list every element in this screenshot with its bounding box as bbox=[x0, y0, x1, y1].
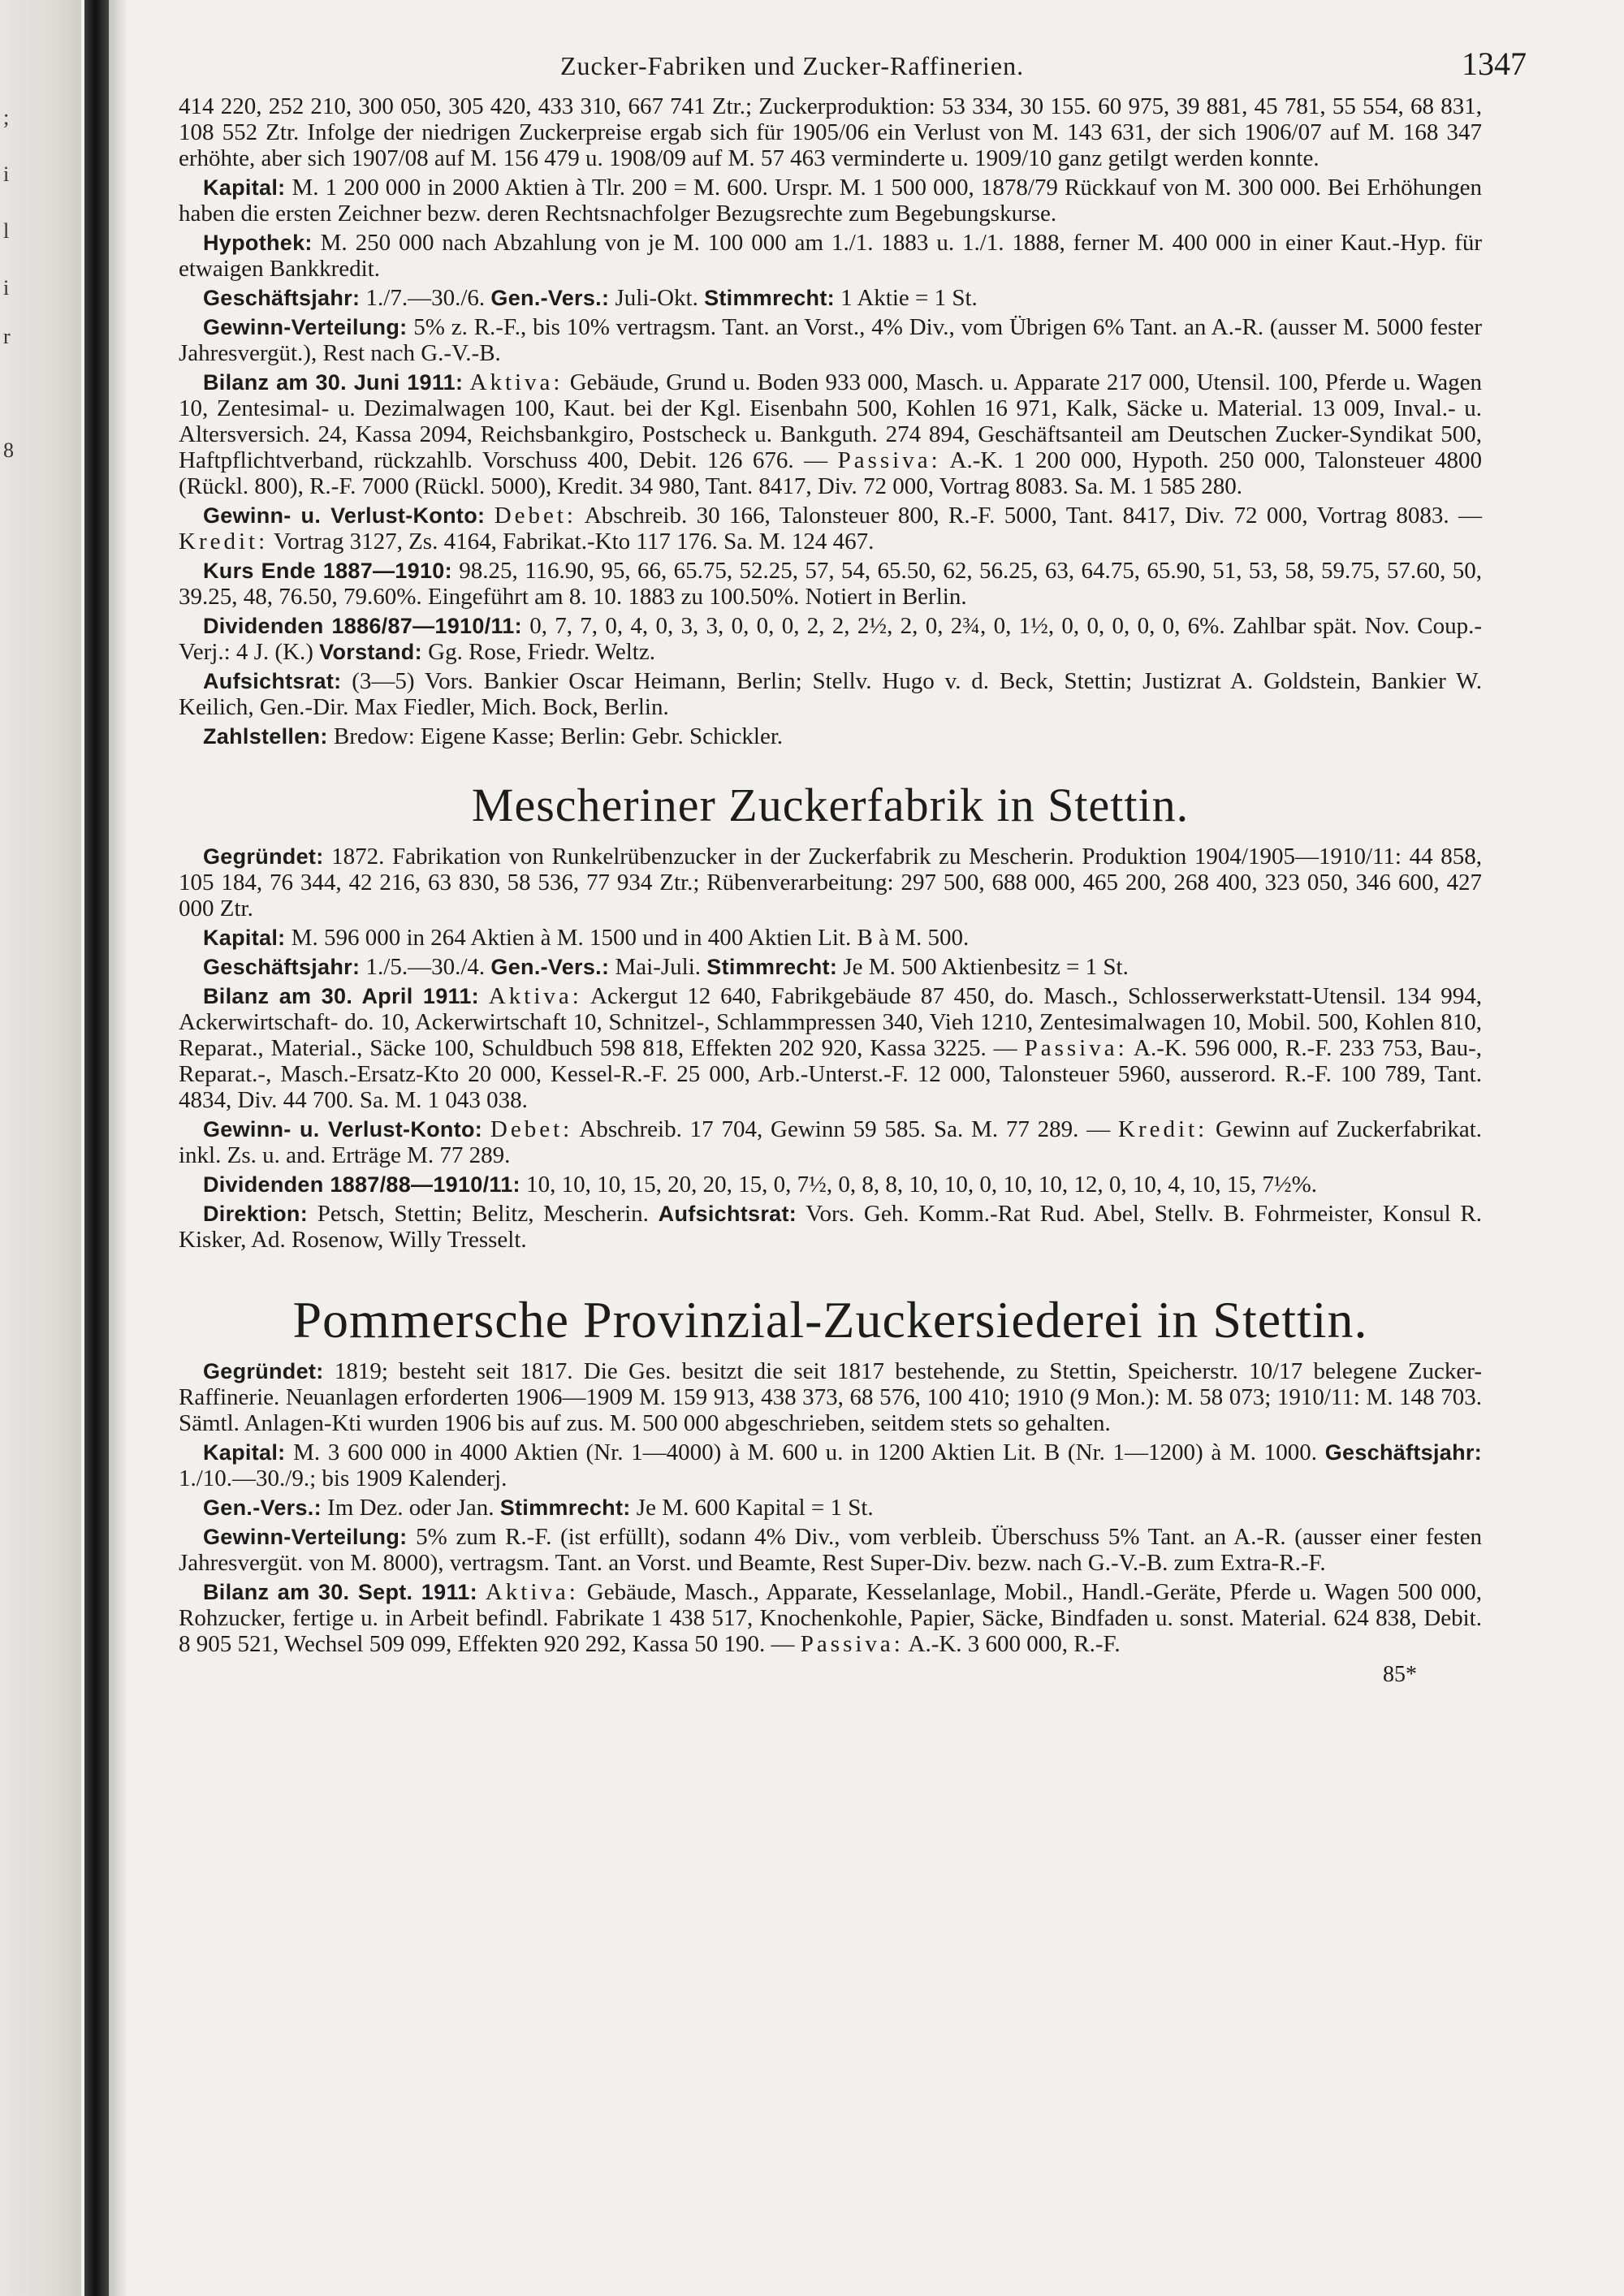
section-heading-mescheriner: Mescheriner Zuckerfabrik in Stettin. bbox=[471, 779, 1190, 831]
dividenden-paragraph: Dividenden 1887/88—1910/11: 10, 10, 10, 15, 20, 20, 15, 0, 7½, 0, 8, 8, 10, 10, 0, 10, 10, 12, 0, 10, 4, 10, 15, 7½%. bbox=[203, 1172, 1317, 1198]
running-head bbox=[179, 45, 1527, 93]
bilanz-paragraph: Bilanz am 30. April 1911: Aktiva: Ackergut 12 640, Fabrikgebäude 87 450, do. Masch., Schlosserwerkstatt-Utensil. 134 994, Ackerwirtschaft- do. 10, Ackerwirtschaft 10, Schnitzel-, Schlammpressen 340, Vieh 1210, Zentesimalwagen 10, Mobil. 500, Kohlen 810, Reparat., Material., Säcke 100, Schuldbuch 598 818, Effekten 202 920, Kassa 3225. — Passiva: A.-K. 596 000, R.-F. 233 753, Bau-, Reparat.-, Masch.-Ersatz-Kto 20 000, Kessel-R.-F. 25 000, Arb.-Unterst.-F. 12 000, Talonsteuer 5960, ausserord. R.-F. 100 789, Tant. 4834, Div. 44 700. Sa. M. 1 043 038. bbox=[179, 983, 1483, 1113]
production-paragraph: 414 220, 252 210, 300 050, 305 420, 433 310, 667 741 Ztr.; Zuckerproduktion: 53 334, 30 155. 60 975, 39 881, 45 781, 55 554, 68 831, 108 552 Ztr. Infolge der niedrigen Zuckerpreise ergab sich für 1905/06 ein Verlust von M. 143 631, der sich 1906/07 auf M. 168 347 erhöhte, aber sich 1907/08 auf M. 156 479 u. 1908/09 auf M. 57 463 verminderte u. 1909/10 ganz getilgt werden konnte. bbox=[179, 93, 1482, 171]
margin-mark: r bbox=[3, 325, 11, 348]
margin-mark: i bbox=[3, 276, 10, 300]
spine-shadow bbox=[109, 0, 128, 2296]
kapital-paragraph: Kapital: M. 1 200 000 in 2000 Aktien à Tlr. 200 = M. 600. Urspr. M. 1 500 000, 1878/79 Rückkauf von M. 300 000. Bei Erhöhungen haben die ersten Zeichner bezw. deren Rechtsnachfolger Bezugsrechte zum Begebungskurse. bbox=[179, 175, 1482, 227]
margin-mark: 8 bbox=[3, 438, 14, 462]
bilanz-paragraph: Bilanz am 30. Juni 1911: Aktiva: Gebäude, Grund u. Boden 933 000, Masch. u. Apparate 217 000, Utensil. 100, Pferde u. Wagen 10, Zentesimal- u. Dezimalwagen 100, Kaut. bei der Kgl. Eisenbahn 500, Kohlen 16 971, Kalk, Säcke u. Material. 13 009, Inval.- u. Altersversich. 24, Kassa 2094, Reichsbankgiro, Postscheck u. Bankguth. 274 894, Geschäftsanteil am Deutschen Zucker-Syndikat 500, Haftpflichtverband, rückzahlb. Vorschuss 400, Debit. 126 676. — Passiva: A.-K. 1 200 000, Hypoth. 250 000, Talonsteuer 4800 (Rückl. 800), R.-F. 7000 (Rückl. 5000), Kredit. 34 980, Tant. 8417, Div. 72 000, Vortrag 8083. Sa. M. 1 585 280. bbox=[179, 369, 1483, 499]
gegruendet-paragraph: Gegründet: 1872. Fabrikation von Runkelrübenzucker in der Zuckerfabrik zu Mescherin. Produktion 1904/1905—1910/11: 44 858, 105 184, 76 344, 42 216, 63 830, 58 536, 77 934 Ztr.; Rübenverarbeitung: 297 500, 688 000, 465 200, 268 400, 323 050, 346 600, 427 000 Ztr. bbox=[179, 844, 1483, 921]
hypothek-paragraph: Hypothek: M. 250 000 nach Abzahlung von je M. 100 000 am 1./1. 1883 u. 1./1. 1888, ferner M. 400 000 in einer Kaut.-Hyp. für etwaigen Bankkredit. bbox=[179, 230, 1483, 282]
dividenden-paragraph: Dividenden 1886/87—1910/11: 0, 7, 7, 0, 4, 0, 3, 3, 0, 0, 0, 2, 2, 2½, 2, 0, 2¾, 0, 1½, 0, 0, 0, 0, 0, 6%. Zahlbar spät. Nov. Coup.-Verj.: 4 J. (K.) Vorstand: Gg. Rose, Friedr. Weltz. bbox=[179, 613, 1482, 665]
kurs-paragraph: Kurs Ende 1887—1910: 98.25, 116.90, 95, 66, 65.75, 52.25, 57, 54, 65.50, 62, 56.25, 63, 64.75, 65.90, 51, 53, 58, 59.75, 57.60, 50, 39.25, 48, 76.50, 79.60%. Eingeführt am 8. 10. 1883 zu 100.50%. Notiert in Berlin. bbox=[179, 558, 1482, 610]
left-gutter bbox=[0, 0, 81, 2296]
page-content bbox=[179, 45, 1527, 1688]
margin-mark: l bbox=[3, 219, 10, 243]
gegruendet-paragraph: Gegründet: 1819; besteht seit 1817. Die Ges. besitzt die seit 1817 bestehende, zu Stettin, Speicherstr. 10/17 belegene Zucker-Raffinerie. Neuanlagen erforderten 1906—1909 M. 159 913, 438 373, 68 576, 100 410; 1910 (9 Mon.): M. 58 073; 1910/11: M. 148 703. Sämtl. Anlagen-Kti wurden 1906 bis auf zus. M. 500 000 abgeschrieben, seitdem stets so gehalten. bbox=[179, 1358, 1482, 1436]
gewinn-verteilung-paragraph: Gewinn-Verteilung: 5% zum R.-F. (ist erfüllt), sodann 4% Div., vom verbleib. Überschuss 5% Tant. an A.-R. (ausser einer festen Jahresvergüt. von M. 8000), vertragsm. Tant. an Vorst. und Beamte, Rest Super-Div. bezw. nach G.-V.-B. zum Extra-R.-F. bbox=[179, 1524, 1482, 1576]
zahlstellen-paragraph: Zahlstellen: Bredow: Eigene Kasse; Berlin: Gebr. Schickler. bbox=[203, 723, 784, 749]
bilanz-paragraph: Bilanz am 30. Sept. 1911: Aktiva: Gebäude, Masch., Apparate, Kesselanlage, Mobil., Handl.-Geräte, Pferde u. Wagen 500 000, Rohzucker, fertige u. in Arbeit befindl. Fabrikate 1 438 517, Knochenkohle, Papier, Säcke, Bindfaden u. sonst. Material. 624 838, Debit. 8 905 521, Wechsel 509 099, Effekten 920 292, Kassa 50 190. — Passiva: A.-K. 3 600 000, R.-F. bbox=[179, 1579, 1483, 1657]
guv-paragraph: Gewinn- u. Verlust-Konto: Debet: Abschreib. 30 166, Talonsteuer 800, R.-F. 5000, Tant. 8417, Div. 72 000, Vortrag 8083. — Kredit: Vortrag 3127, Zs. 4164, Fabrikat.-Kto 117 176. Sa. M. 124 467. bbox=[179, 503, 1483, 555]
margin-mark: ; bbox=[3, 106, 10, 129]
kapital-paragraph: Kapital: M. 596 000 in 264 Aktien à M. 1500 und in 400 Aktien Lit. B à M. 500. bbox=[203, 925, 970, 951]
geschaeftsjahr-paragraph: Geschäftsjahr: 1./5.—30./4. Gen.-Vers.: Mai-Juli. Stimmrecht: Je M. 500 Aktienbesitz = 1 St. bbox=[203, 954, 1129, 980]
margin-mark: i bbox=[3, 162, 10, 186]
section-heading-pommersche: Pommersche Provinzial-Zuckersiederei in Stettin. bbox=[292, 1291, 1368, 1349]
geschaeftsjahr-paragraph: Geschäftsjahr: 1./7.—30./6. Gen.-Vers.: Juli-Okt. Stimmrecht: 1 Aktie = 1 St. bbox=[203, 285, 978, 311]
gewinn-verteilung-paragraph: Gewinn-Verteilung: 5% z. R.-F., bis 10% vertragsm. Tant. an Vorst., 4% Div., vom Übrigen 6% Tant. an A.-R. (ausser M. 5000 fester Jahresvergüt.), Rest nach G.-V.-B. bbox=[179, 314, 1482, 366]
book-spine bbox=[84, 0, 109, 2296]
page-number: 1347 bbox=[1462, 45, 1527, 82]
running-head-title: Zucker-Fabriken und Zucker-Raffinerien. bbox=[560, 51, 1025, 80]
kapital-paragraph: Kapital: M. 3 600 000 in 4000 Aktien (Nr. 1—4000) à M. 600 u. in 1200 Aktien Lit. B (Nr. 1—1200) à M. 1000. Geschäftsjahr: 1./10.—30./9.; bis 1909 Kalenderj. bbox=[179, 1439, 1483, 1491]
guv-paragraph: Gewinn- u. Verlust-Konto: Debet: Abschreib. 17 704, Gewinn 59 585. Sa. M. 77 289. — Kredit: Gewinn auf Zuckerfabrikat. inkl. Zs. u. and. Erträge M. 77 289. bbox=[179, 1116, 1482, 1168]
article-body bbox=[179, 93, 1482, 1688]
direktion-paragraph: Direktion: Petsch, Stettin; Belitz, Mescherin. Aufsichtsrat: Vors. Geh. Komm.-Rat Rud. Abel, Stellv. B. Fohrmeister, Konsul R. Kisker, Ad. Rosenow, Willy Tresselt. bbox=[179, 1201, 1483, 1253]
aufsichtsrat-paragraph: Aufsichtsrat: (3—5) Vors. Bankier Oscar Heimann, Berlin; Stellv. Hugo v. d. Beck, Stettin; Justizrat A. Goldstein, Bankier W. Keilich, Gen.-Dir. Max Fiedler, Mich. Bock, Berlin. bbox=[179, 668, 1482, 720]
genvers-paragraph: Gen.-Vers.: Im Dez. oder Jan. Stimmrecht: Je M. 600 Kapital = 1 St. bbox=[203, 1495, 874, 1521]
sheet-signature: 85* bbox=[1383, 1662, 1417, 1687]
